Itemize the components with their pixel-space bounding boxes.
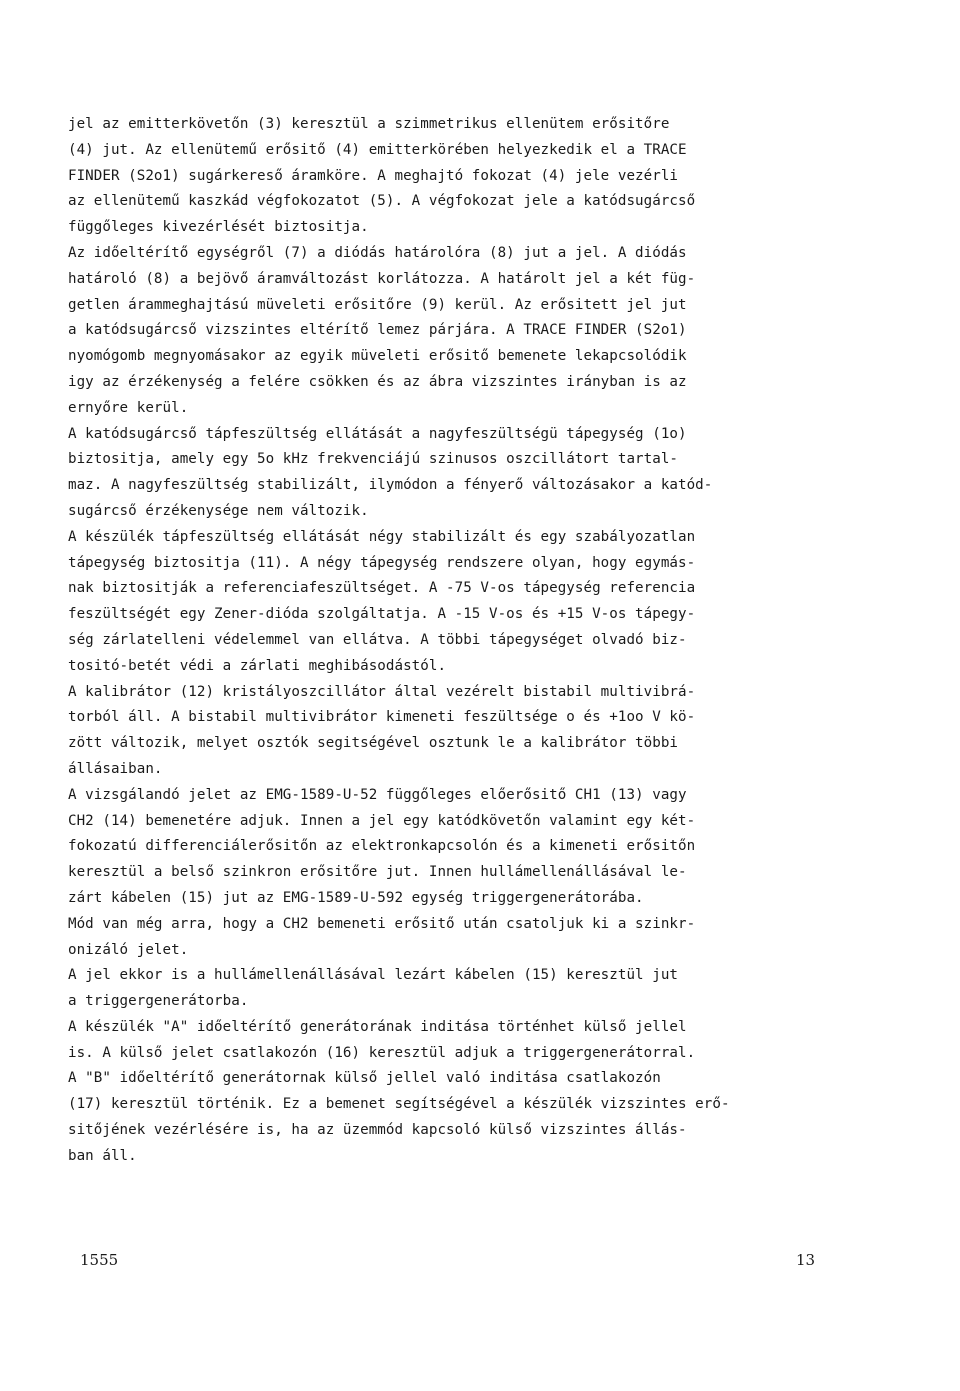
text-line: A készülék "A" időeltérítő generátorának inditása történhet külső jellel — [68, 1018, 687, 1035]
text-line: (4) jut. Az ellenütemű erősitő (4) emitterkörében helyezkedik el a TRACE — [68, 141, 687, 158]
text-line: torból áll. A bistabil multivibrátor kimeneti feszültsége o és +1oo V kö- — [68, 709, 696, 726]
text-line: A készülék tápfeszültség ellátását négy stabilizált és egy szabályozatlan — [68, 528, 696, 545]
text-line: getlen árammeghajtású müveleti erősitőre (9) kerül. Az erősitett jel jut — [68, 296, 687, 313]
text-line: állásaiban. — [68, 760, 163, 777]
text-line: a triggergenerátorba. — [68, 993, 249, 1010]
page-number: 13 — [796, 1251, 816, 1269]
text-line: jel az emitterkövetőn (3) keresztül a szimmetrikus ellenütem erősitőre — [68, 116, 670, 132]
text-line: biztositja, amely egy 5o kHz frekvenciájú szinusos oszcillátort tartal- — [68, 451, 679, 468]
text-line: CH2 (14) bemenetére adjuk. Innen a jel egy katódkövetőn valamint egy két- — [68, 812, 696, 829]
text-line: az ellenütemű kaszkád végfokozatot (5). A végfokozat jele a katódsugárcső — [68, 193, 696, 210]
text-line: A vizsgálandó jelet az EMG-1589-U-52 függőleges előerősitő CH1 (13) vagy — [68, 786, 687, 803]
text-line: onizáló jelet. — [68, 941, 189, 958]
text-line: feszültségét egy Zener-dióda szolgáltatja. A -15 V-os és +15 V-os tápegy- — [68, 606, 696, 623]
text-line: sitőjének vezérlésére is, ha az üzemmód kapcsoló külső vizszintes állás- — [68, 1122, 687, 1139]
text-line: ernyőre kerül. — [68, 399, 189, 416]
text-line: zött változik, melyet osztók segitségével osztunk le a kalibrátor többi — [68, 735, 679, 752]
text-line: függőleges kivezérlését biztositja. — [68, 219, 369, 236]
footer-document-number: 1555 — [80, 1251, 119, 1269]
text-line: keresztül a belső szinkron erősitőre jut. Innen hullámellenállásával le- — [68, 864, 687, 881]
text-line: tositó-betét védi a zárlati meghibásodástól. — [68, 657, 447, 674]
text-line: zárt kábelen (15) jut az EMG-1589-U-592 egység triggergenerátorába. — [68, 889, 644, 906]
text-line: igy az érzékenység a felére csökken és az ábra vizszintes irányban is az — [68, 373, 687, 390]
text-line: A katódsugárcső tápfeszültség ellátását a nagyfeszültségü tápegység (1o) — [68, 425, 687, 442]
text-line: nak biztositják a referenciafeszültséget. A -75 V-os tápegység referencia — [68, 580, 696, 597]
text-line: Mód van még arra, hogy a CH2 bemeneti erősitő után csatoljuk ki a szinkr- — [68, 915, 696, 932]
text-line: A "B" időeltérítő generátornak külső jellel való inditása csatlakozón — [68, 1070, 661, 1087]
text-line: maz. A nagyfeszültség stabilizált, ilymódon a fényerő változásakor a katód- — [68, 477, 713, 494]
text-line: határoló (8) a bejövő áramváltozást korlátozza. A határolt jel a két füg- — [68, 270, 696, 287]
text-line: A kalibrátor (12) kristályoszcillátor által vezérelt bistabil multivibrá- — [68, 683, 696, 700]
text-line: tápegység biztositja (11). A négy tápegység rendszere olyan, hogy egymás- — [68, 554, 696, 571]
text-line: is. A külső jelet csatlakozón (16) keresztül adjuk a triggergenerátorral. — [68, 1044, 696, 1061]
text-line: Az időeltérítő egységről (7) a diódás határolóra (8) jut a jel. A diódás — [68, 244, 687, 261]
text-line: FINDER (S2o1) sugárkereső áramköre. A meghajtó fokozat (4) jele vezérli — [68, 167, 679, 184]
text-line: A jel ekkor is a hullámellenállásával lezárt kábelen (15) keresztül jut — [68, 967, 679, 984]
text-line: ség zárlatelleni védelemmel van ellátva. A többi tápegységet olvadó biz- — [68, 631, 687, 648]
text-line: fokozatú differenciálerősitőn az elektronkapcsolón és a kimeneti erősitőn — [68, 838, 696, 855]
text-line: nyomógomb megnyomásakor az egyik müveleti erősitő bemenete lekapcsolódik — [68, 348, 687, 365]
body-text — [68, 112, 928, 1170]
text-line: sugárcső érzékenysége nem változik. — [68, 502, 369, 519]
text-line: ban áll. — [68, 1147, 137, 1164]
text-line: (17) keresztül történik. Ez a bemenet segítségével a készülék vizszintes erő- — [68, 1096, 730, 1113]
text-line: a katódsugárcső vizszintes eltérítő lemez párjára. A TRACE FINDER (S2o1) — [68, 322, 687, 339]
